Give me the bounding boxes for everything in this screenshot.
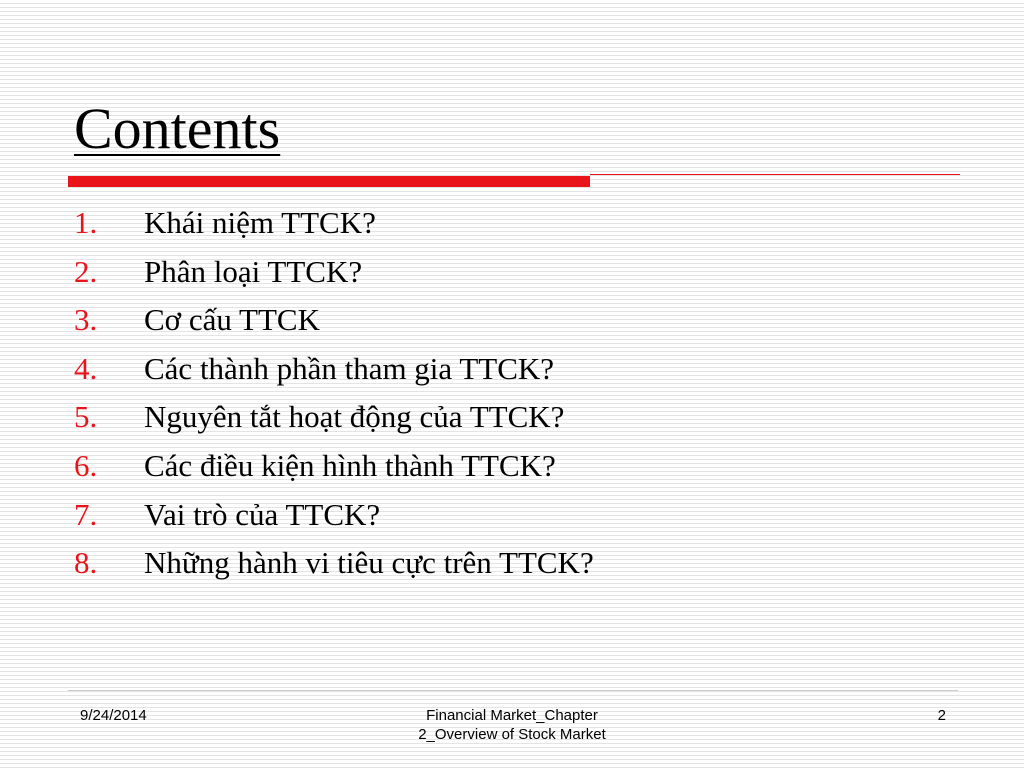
item-text: Cơ cấu TTCK [144,302,320,338]
footer-rule [68,690,958,691]
item-text: Những hành vi tiêu cực trên TTCK? [144,545,594,581]
contents-item-2 [74,248,594,297]
contents-item-5 [74,393,594,442]
slide-title: Contents [74,96,281,161]
footer-title [362,706,662,744]
item-text: Các điều kiện hình thành TTCK? [144,447,556,483]
item-number: 3. [74,302,98,338]
item-text: Phân loại TTCK? [144,253,363,289]
footer-title-line-2: 2_Overview of Stock Market [418,726,606,743]
title-rule-thick [68,176,590,187]
contents-item-7 [74,491,594,540]
contents-item-1 [74,199,594,248]
item-text: Nguyên tắt hoạt động của TTCK? [144,399,565,435]
item-number: 7. [74,496,98,532]
footer-title-line-1: Financial Market_Chapter [426,707,598,724]
contents-item-8 [74,539,594,588]
item-text: Các thành phần tham gia TTCK? [144,350,555,386]
contents-list [74,199,594,588]
item-text: Vai trò của TTCK? [144,496,381,532]
item-number: 2. [74,253,98,289]
contents-item-4 [74,345,594,394]
page-number: 2 [937,707,946,724]
item-number: 8. [74,545,98,581]
item-number: 6. [74,447,98,483]
title-rule-thin [590,174,960,175]
footer-date: 9/24/2014 [80,707,147,724]
contents-item-6 [74,442,594,491]
item-number: 4. [74,350,98,386]
item-text: Khái niệm TTCK? [144,205,376,240]
item-number: 1. [74,205,98,240]
contents-item-3 [74,296,594,345]
item-number: 5. [74,399,98,435]
